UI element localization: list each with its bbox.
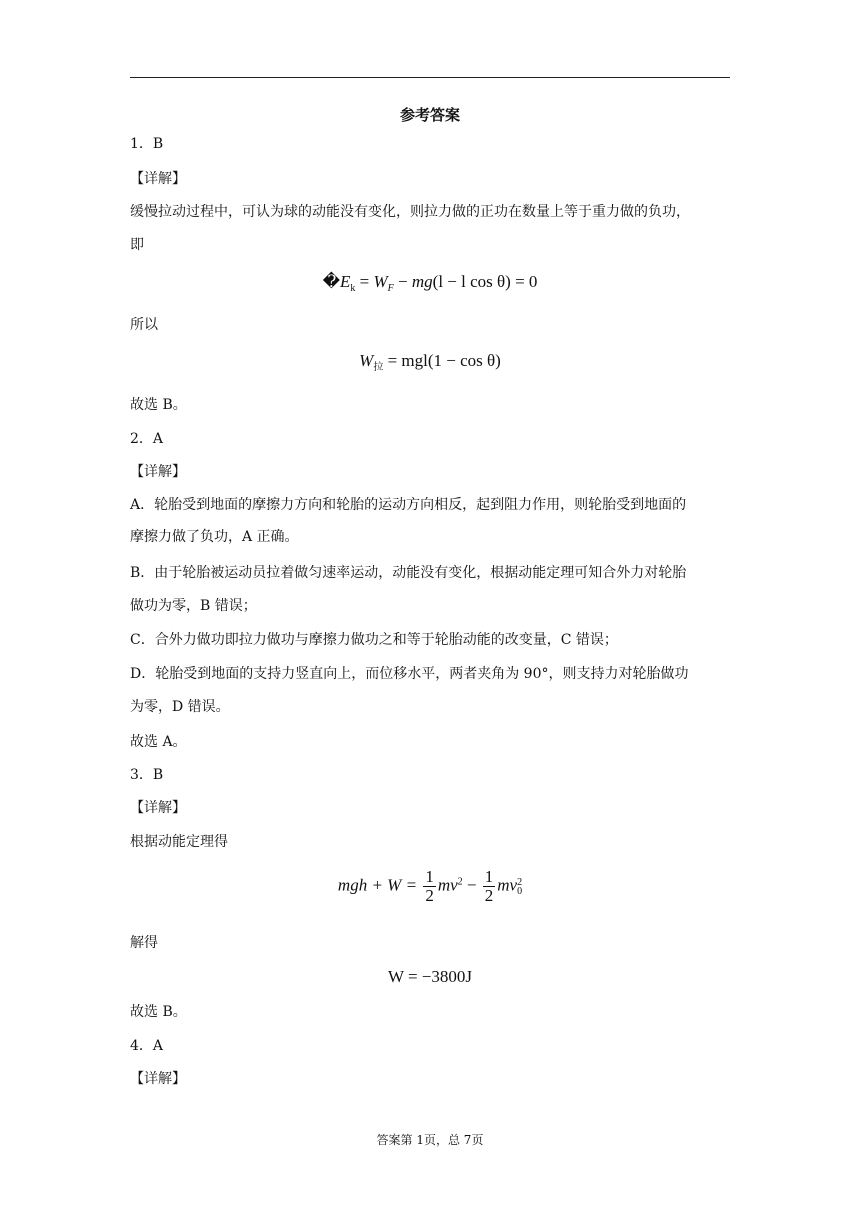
q2-option-a-line-1: A．轮胎受到地面的摩擦力方向和轮胎的运动方向相反，起到阻力作用，则轮胎受到地面的: [130, 497, 687, 513]
fraction-half-1: $\frac{1}{2}$: [425, 867, 434, 905]
q2-option-d-line-1: D．轮胎受到地面的支持力竖直向上，而位移水平，两者夹角为 90°，则支持力对轮胎做功: [130, 666, 689, 682]
v0-squared: 2 0: [517, 876, 523, 897]
q3-answer: 3．B: [130, 767, 164, 783]
q2-option-c: C．合外力做功即拉力做功与摩擦力做功之和等于轮胎动能的改变量，C 错误；: [130, 632, 618, 648]
q1-equation-1: $�E_k = W_F - mg(l - l$ cos θ) = 0: [322, 272, 538, 294]
q1-text-3: 所以: [130, 317, 158, 333]
q3-detail-label: 【详解】: [130, 800, 186, 816]
page-title: 参考答案: [399, 106, 460, 124]
q2-detail-label: 【详解】: [130, 464, 186, 480]
q2-option-d-line-2: 为零，D 错误。: [130, 699, 230, 715]
fraction-half-2: $\frac{1}{2}$: [484, 867, 494, 905]
q3-equation-1: mgh + W = $\frac{1}{2}$ $mv^2$ − $\frac{1}{2}$ mv 2 0: [337, 867, 523, 905]
q1-text-1: 缓慢拉动过程中，可认为球的动能没有变化，则拉力做的正功在数量上等于重力做的负功，: [130, 204, 690, 220]
q3-text-2: 解得: [130, 935, 158, 951]
q2-answer: 2．A: [130, 431, 164, 447]
q1-detail-label: 【详解】: [130, 171, 186, 187]
q1-equation-2: $W_拉 = mgl(1 - \cos \theta)$: [359, 351, 501, 373]
q2-option-a-line-2: 摩擦力做了负功，A 正确。: [130, 529, 299, 545]
q2-option-b-line-2: 做功为零，B 错误；: [130, 598, 257, 614]
header-rule: [130, 77, 730, 78]
q3-conclusion: 故选 B。: [130, 1004, 187, 1020]
q3-text-1: 根据动能定理得: [130, 834, 228, 850]
q1-answer: 1．B: [130, 136, 164, 152]
q4-detail-label: 【详解】: [130, 1071, 186, 1087]
q1-text-2: 即: [130, 237, 144, 253]
q3-equation-2: W = −3800J: [387, 967, 473, 986]
q2-option-b-line-1: B．由于轮胎被运动员拉着做匀速率运动，动能没有变化，根据动能定理可知合外力对轮胎: [130, 565, 687, 581]
q1-conclusion: 故选 B。: [130, 397, 187, 413]
page-footer: 答案第 1页，总 7页: [376, 1133, 484, 1147]
q4-answer: 4．A: [130, 1038, 164, 1054]
q2-conclusion: 故选 A。: [130, 734, 187, 750]
